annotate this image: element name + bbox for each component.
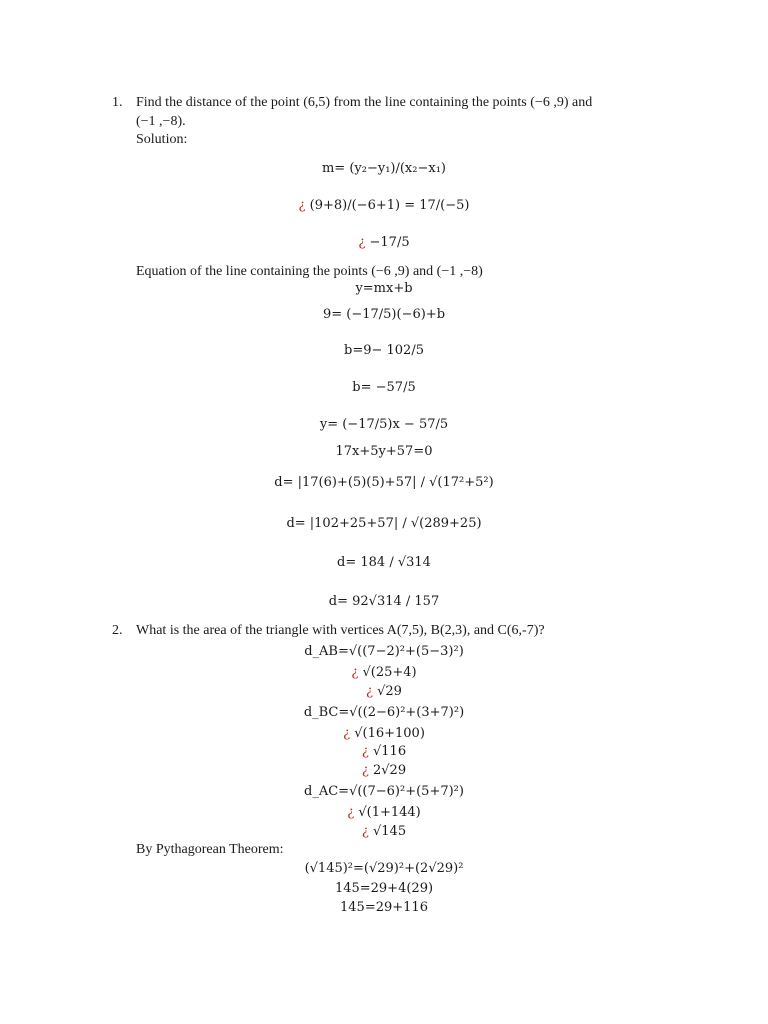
inverted-question-glyph: ¿ xyxy=(358,235,366,250)
inverted-question-glyph: ¿ xyxy=(343,726,351,741)
inverted-question-glyph: ¿ xyxy=(347,805,355,820)
problem-1-number: 1. xyxy=(112,95,123,110)
inverted-question-glyph: ¿ xyxy=(361,763,369,778)
inverted-question-glyph: ¿ xyxy=(298,198,306,213)
d-ab-step-1: ¿ √(25+4) xyxy=(351,665,417,680)
d-bc-equation: d_BC=√((2−6)²+(3+7)²) xyxy=(303,705,465,720)
line-equation-4: b= −57/5 xyxy=(352,380,416,395)
d-ac-step-1: ¿ √(1+144) xyxy=(347,805,421,820)
line-equation-1: y=mx+b xyxy=(355,281,413,296)
pythagorean-equation-2: 145=29+4(29) xyxy=(334,881,434,896)
line-equation-5: y= (−17/5)x − 57/5 xyxy=(319,417,449,432)
line-equation-2: 9= (−17/5)(−6)+b xyxy=(322,307,446,322)
inverted-question-glyph: ¿ xyxy=(361,824,369,839)
d-bc-step-1: ¿ √(16+100) xyxy=(343,726,425,741)
pythagorean-label: By Pythagorean Theorem: xyxy=(136,842,284,857)
inverted-question-glyph: ¿ xyxy=(366,684,373,699)
problem-2-question: What is the area of the triangle with vertices A(7,5), B(2,3), and C(6,-7)? xyxy=(136,623,545,638)
slope-equation-2: ¿ (9+8)/(−6+1) = 17/(−5) xyxy=(298,198,470,213)
slope-equation-1: m= (y₂−y₁)/(x₂−x₁) xyxy=(321,161,446,176)
d-ab-equation: d_AB=√((7−2)²+(5−3)²) xyxy=(304,644,464,659)
d-ac-equation: d_AC=√((7−6)²+(5+7)²) xyxy=(304,784,464,799)
pythagorean-equation-3: 145=29+116 xyxy=(340,900,428,915)
solution-label: Solution: xyxy=(136,132,188,147)
distance-equation-2: d= |102+25+57| / √(289+25) xyxy=(286,516,482,531)
inverted-question-glyph: ¿ xyxy=(361,744,369,759)
distance-equation-1: d= |17(6)+(5)(5)+57| / √(17²+5²) xyxy=(274,475,494,490)
d-bc-step-2: ¿ √116 xyxy=(361,744,407,759)
line-equation-6: 17x+5y+57=0 xyxy=(335,444,433,459)
distance-equation-4: d= 92√314 / 157 xyxy=(328,594,440,609)
pythagorean-equation-1: (√145)²=(√29)²+(2√29)² xyxy=(304,861,464,876)
distance-equation-3: d= 184 / √314 xyxy=(337,555,431,570)
line-equation-label: Equation of the line containing the points (−6 ,9) and (−1 ,−8) xyxy=(136,264,483,279)
slope-equation-3: ¿ −17/5 xyxy=(358,235,410,250)
problem-1-question-line-2: (−1 ,−8). xyxy=(136,114,186,129)
inverted-question-glyph: ¿ xyxy=(351,665,359,680)
problem-2-number: 2. xyxy=(112,623,123,638)
line-equation-3: b=9− 102/5 xyxy=(344,343,424,358)
d-ac-step-2: ¿ √145 xyxy=(361,824,407,839)
d-ab-step-2: ¿ √29 xyxy=(366,684,402,699)
problem-1-question-line-1: Find the distance of the point (6,5) from the line containing the points (−6 ,9) and xyxy=(136,95,593,110)
d-bc-step-3: ¿ 2√29 xyxy=(361,763,407,778)
